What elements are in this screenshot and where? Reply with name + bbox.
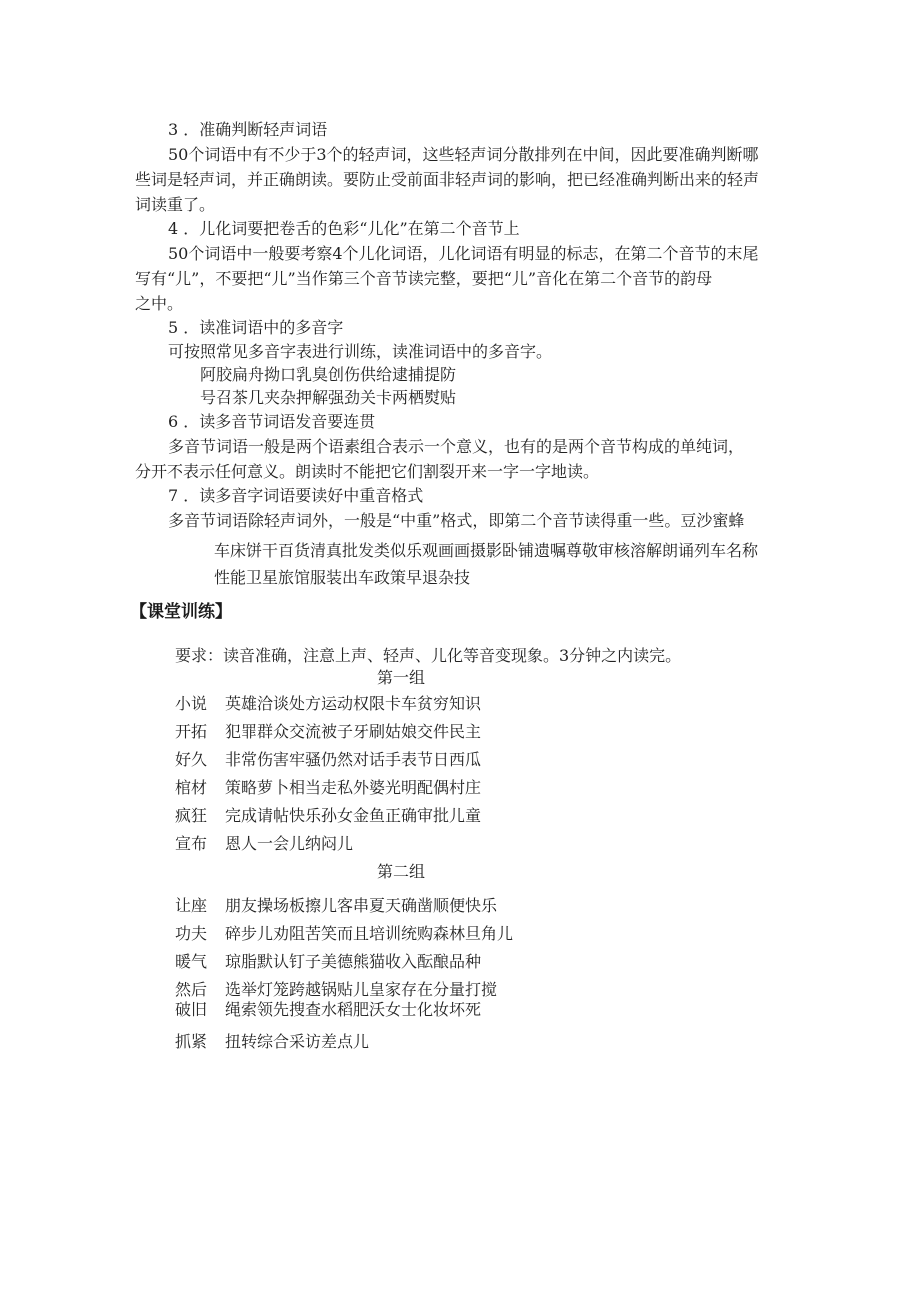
row-lead-word: 疯狂 bbox=[175, 806, 208, 825]
word-row bbox=[175, 895, 497, 917]
row-lead-word: 然后 bbox=[175, 980, 208, 999]
word-row bbox=[175, 805, 481, 827]
row-words: 英雄洽谈处方运动权限卡车贫穷知识 bbox=[225, 694, 482, 713]
word-list-line: 性能卫星旅馆服装出车政策早退杂技 bbox=[214, 568, 471, 587]
row-lead-word: 抓紧 bbox=[175, 1032, 208, 1051]
row-words: 选举灯笼跨越锅贴儿皇家存在分量打搅 bbox=[225, 980, 498, 999]
row-lead-word: 开拓 bbox=[175, 722, 208, 741]
row-lead-word: 暖气 bbox=[175, 952, 208, 971]
word-row bbox=[175, 979, 497, 1001]
group-title: 第二组 bbox=[377, 862, 426, 881]
row-words: 策略萝卜相当走私外婆光明配偶村庄 bbox=[225, 778, 482, 797]
word-row bbox=[175, 749, 481, 771]
row-words: 恩人一会儿纳闷儿 bbox=[225, 834, 354, 853]
paragraph-line: 可按照常见多音字表进行训练，读准词语中的多音字。 bbox=[168, 342, 553, 361]
row-words: 犯罪群众交流被子牙刷姑娘交件民主 bbox=[225, 722, 482, 741]
word-row bbox=[175, 923, 513, 945]
paragraph-line: 些词是轻声词，并正确朗读。要防止受前面非轻声词的影响，把已经准确判断出来的轻声 bbox=[135, 170, 760, 189]
row-lead-word: 宣布 bbox=[175, 834, 208, 853]
word-row bbox=[175, 833, 353, 855]
paragraph-line: 50个词语中一般要考察4个儿化词语，儿化词语有明显的标志，在第二个音节的末尾 bbox=[168, 244, 759, 263]
word-list-line: 阿胶扁舟拗口乳臭创伤供给逮捕提防 bbox=[200, 365, 457, 384]
paragraph-line: 多音节词语除轻声词外，一般是“中重”格式，即第二个音节读得重一些。豆沙蜜蜂 bbox=[168, 511, 745, 530]
row-words: 琼脂默认钉子美德熊猫收入酝酿品种 bbox=[225, 952, 482, 971]
paragraph-line: 50个词语中有不少于3个的轻声词，这些轻声词分散排列在中间，因此要准确判断哪 bbox=[168, 145, 759, 164]
word-list-line: 车床饼干百货清真批发类似乐观画画摄影卧铺遗嘱尊敬审核溶解朗诵列车名称 bbox=[214, 541, 759, 560]
group-title: 第一组 bbox=[377, 668, 426, 687]
row-lead-word: 破旧 bbox=[175, 1000, 208, 1019]
paragraph-line: 写有“儿”，不要把“儿”当作第三个音节读完整，要把“儿”音化在第二个音节的韵母 bbox=[135, 269, 713, 288]
row-words: 非常伤害牢骚仍然对话手表节日西瓜 bbox=[225, 750, 482, 769]
row-words: 朋友操场板擦儿客串夏天确凿顺便快乐 bbox=[225, 896, 498, 915]
row-words: 完成请帖快乐孙女金鱼正确审批儿童 bbox=[225, 806, 482, 825]
row-words: 扭转综合采访差点儿 bbox=[225, 1032, 370, 1051]
word-row bbox=[175, 1031, 369, 1053]
paragraph-line: 分开不表示任何意义。朗读时不能把它们割裂开来一字一字地读。 bbox=[135, 462, 600, 481]
row-lead-word: 功夫 bbox=[175, 924, 208, 943]
paragraph-line: 之中。 bbox=[135, 294, 184, 313]
heading-item-7: 7 ．读多音字词语要读好中重音格式 bbox=[168, 486, 424, 505]
heading-item-3: 3 ．准确判断轻声词语 bbox=[168, 120, 328, 139]
heading-item-6: 6 ．读多音节词语发音要连贯 bbox=[168, 412, 376, 431]
row-lead-word: 小说 bbox=[175, 694, 208, 713]
row-lead-word: 棺材 bbox=[175, 778, 208, 797]
word-list-line: 号召茶几夹杂押解强劲关卡两栖熨贴 bbox=[200, 388, 457, 407]
requirement-text: 要求：读音准确，注意上声、轻声、儿化等音变现象。3分钟之内读完。 bbox=[175, 646, 682, 665]
row-words: 绳索领先搜查水稻肥沃女士化妆坏死 bbox=[225, 1000, 482, 1019]
row-lead-word: 让座 bbox=[175, 896, 208, 915]
heading-item-5: 5 ．读准词语中的多音字 bbox=[168, 318, 344, 337]
row-words: 碎步儿劝阻苦笑而且培训统购森林旦角儿 bbox=[225, 924, 514, 943]
row-lead-word: 好久 bbox=[175, 750, 208, 769]
word-row bbox=[175, 951, 481, 973]
heading-item-4: 4 ．儿化词要把卷舌的色彩“儿化”在第二个音节上 bbox=[168, 219, 520, 238]
paragraph-line: 多音节词语一般是两个语素组合表示一个意义，也有的是两个音节构成的单纯词， bbox=[168, 437, 745, 456]
word-row bbox=[175, 693, 481, 715]
section-title-classroom-training: 【课堂训练】 bbox=[130, 602, 232, 622]
paragraph-line: 词读重了。 bbox=[135, 195, 216, 214]
word-row bbox=[175, 721, 481, 743]
word-row bbox=[175, 777, 481, 799]
word-row bbox=[175, 999, 481, 1021]
